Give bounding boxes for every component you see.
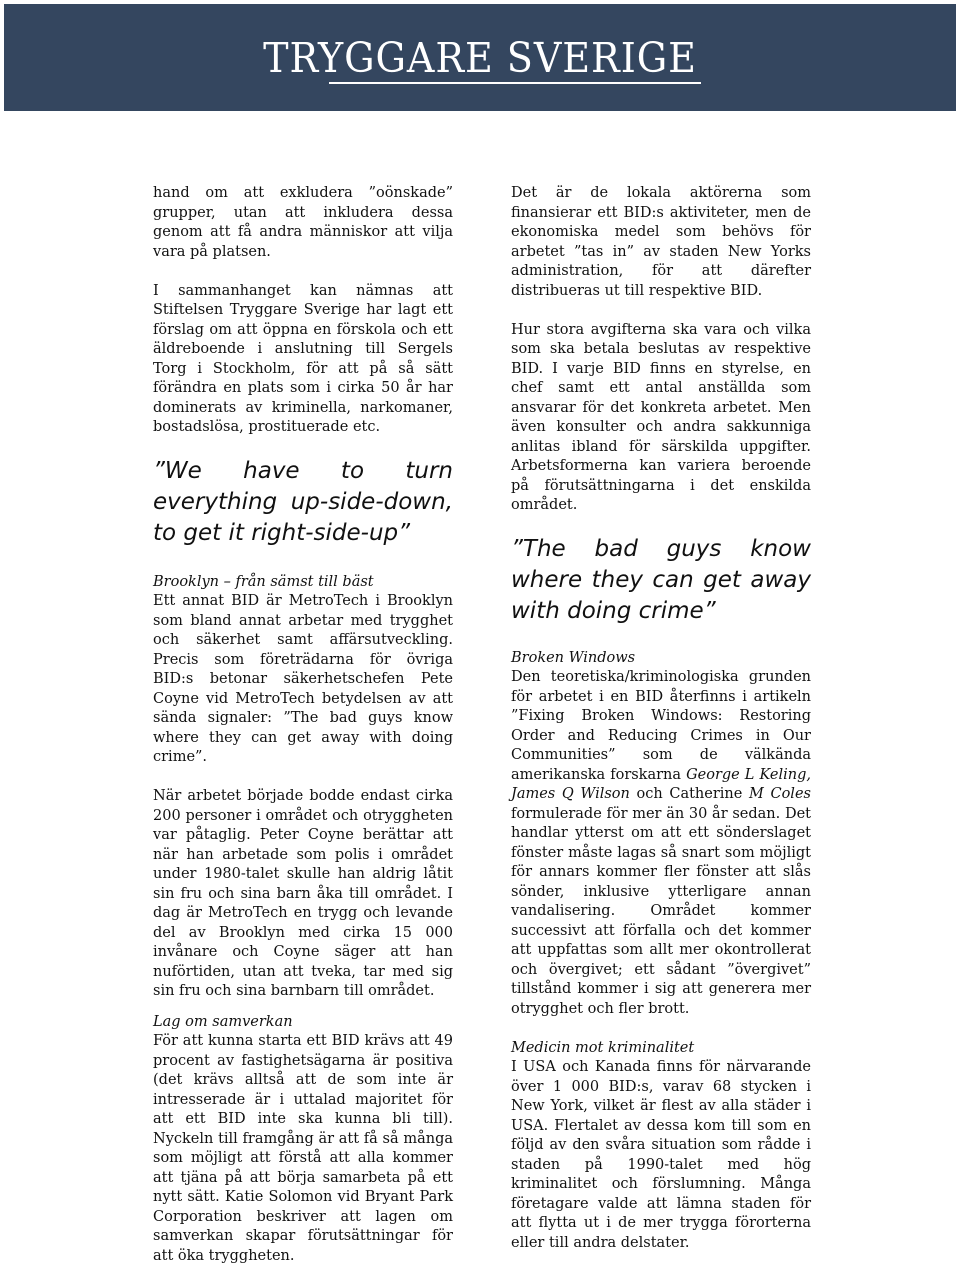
left-column xyxy=(153,184,453,1266)
right-subheading-medicin: Medicin mot kriminalitet xyxy=(511,1039,695,1056)
left-subheading-brooklyn: Brooklyn – från sämst till bäst xyxy=(153,573,374,590)
logo-text: TRYGGARE SVERIGE xyxy=(263,34,697,82)
left-paragraph-2: I sammanhanget kan nämnas att Stiftelsen Tryggare Sverige har lagt ett förslag om att öppna en förskola och ett äldreboende i anslutning till Sergels Torg i Stockholm, för att på så sätt förändra en plats som i cirka 50 år har dominerats av kriminella, narkomaner, bostadslösa, prostituerade etc. xyxy=(153,282,453,435)
right-paragraph-3-authors: George L Keling, James Q Wilson xyxy=(511,766,811,802)
right-column xyxy=(511,184,811,1253)
right-subheading-broken-windows: Broken Windows xyxy=(511,649,636,666)
logo-underline xyxy=(329,82,701,84)
left-paragraph-4: När arbetet började bodde endast cirka 200 personer i området och otryggheten var påtaglig. Peter Coyne berättar att när han arbetade som polis i området under 1980-talet skulle han aldrig låtit sin fru och sina barn åka till området. I dag är MetroTech en trygg och levande del av Brooklyn med cirka 15 000 invånare och Coyne säger att han nuförtiden, utan att tveka, tar med sig sin fru och sina barnbarn till området. xyxy=(153,788,453,999)
header-banner xyxy=(4,4,956,111)
right-paragraph-4: I USA och Kanada finns för närvarande över 1 000 BID:s, varav 68 stycken i New York, vilket är flest av alla städer i USA. Flertalet av dessa kom till som en följd av den svåra situation som rådde i staden på 1990-talet med hög kriminalitet och förslumning. Många företagare valde att lämna staden för att flytta ut i de mer trygga förorterna eller till andra delstater. xyxy=(511,1059,811,1251)
left-paragraph-3: Ett annat BID är MetroTech i Brooklyn som bland annat arbetar med trygghet och säkerhet samt affärsutveckling. Precis som företrädarna för övriga BID:s betonar säkerhetschefen Pete Coyne vid MetroTech betydelsen av att sända signaler: ”The bad guys know where they can get away with doing crime”. xyxy=(153,593,453,765)
right-paragraph-2: Hur stora avgifterna ska vara och vilka som ska betala beslutas av respektive BID. I varje BID finns en styrelse, en chef samt ett antal anställda som ansvarar för det konkreta arbetet. Men även konsulter och andra sakkunniga anlitas ibland för särskilda uppgifter. Arbetsformerna kan variera beroende på förutsättningarna i det enskilda området. xyxy=(511,321,811,513)
left-paragraph-5: För att kunna starta ett BID krävs att 49 procent av fastighetsägarna är positiva (det krävs alltså att de som inte är intresserade är i uttalad majoritet för att ett BID inte ska kunna bli till). Nyckeln till framgång är att få så många som möjligt att förstå att alla kommer att tjäna på att börja samarbeta på ett nytt sätt. Katie Solomon vid Bryant Park Corporation beskriver att lagen om samverkan skapar förutsättningar för att öka tryggheten. xyxy=(153,1033,453,1264)
right-paragraph-3-coles: M Coles xyxy=(748,786,811,802)
right-paragraph-3 xyxy=(511,668,811,1019)
right-paragraph-3-part-a: Den teoretiska/kriminologiska grunden för arbetet i en BID återfinns i artikeln ”Fixing Broken Windows: Restoring Order and Reducing Crimes in Our Communities” som de välkända amerikanska forskarna xyxy=(511,669,811,783)
right-paragraph-3-part-c: formulerade för mer än 30 år sedan. Det handlar ytterst om att ett sönderslaget fönster måste lagas så snart som möjligt för annars kommer fler fönster att slås sönder, inklusive ytterligare annan vandalisering. Området kommer successivt att förfalla och det kommer att uppfattas som allt mer okontrollerat och övergivet; ett sådant ”övergivet” tillstånd kommer i sig att generera mer otrygghet och fler brott. xyxy=(511,805,811,1017)
right-paragraph-1: Det är de lokala aktörerna som finansierar ett BID:s aktiviteter, men de ekonomiska medel som behövs för arbetet ”tas in” av staden New Yorks administration, för att därefter distribueras ut till respektive BID. xyxy=(511,185,811,299)
right-paragraph-3-part-b: och Catherine xyxy=(629,786,749,802)
right-pull-quote: ”The bad guys know where they can get away with doing crime” xyxy=(511,535,811,624)
left-pull-quote: ”We have to turn everything up-side-down, to get it right-side-up” xyxy=(153,457,453,546)
left-paragraph-1: hand om att exkludera ”oönskade” grupper, utan att inkludera dessa genom att få andra människor att vilja vara på platsen. xyxy=(153,185,453,260)
left-subheading-lag: Lag om samverkan xyxy=(153,1013,293,1030)
